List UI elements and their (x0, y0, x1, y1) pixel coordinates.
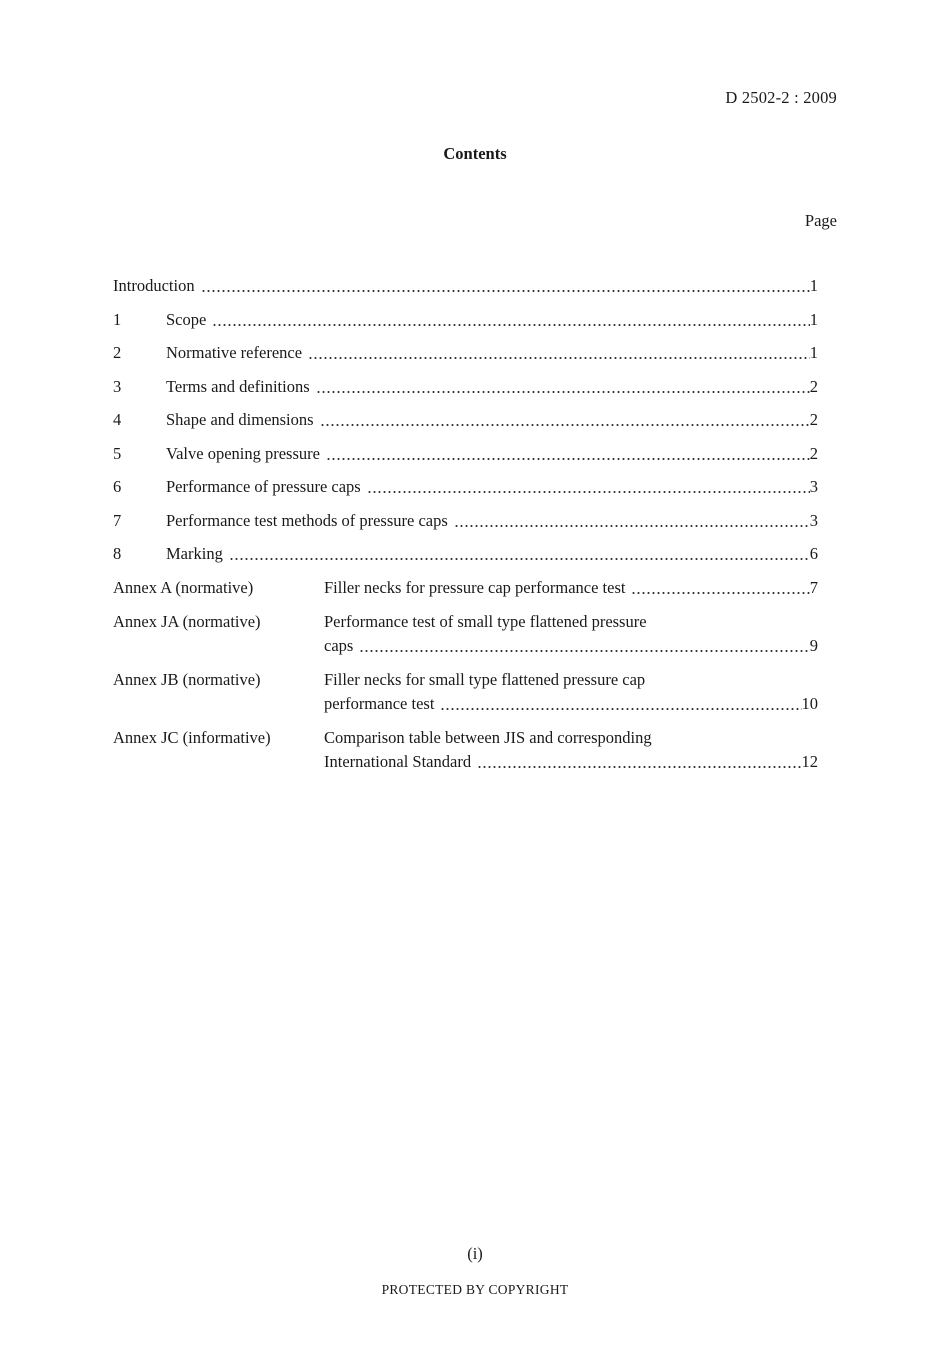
toc-entry-text-continued: caps (324, 636, 354, 655)
toc-page-number: 1 (809, 309, 818, 329)
toc-entry-text: Normative reference (166, 343, 303, 362)
toc-entry-clause-1[interactable] (113, 308, 818, 332)
toc-entry-text: Marking (166, 544, 223, 563)
toc-entry-text: Filler necks for small type flattened pressure cap (324, 670, 646, 689)
clause-number: 2 (113, 343, 122, 362)
annex-label: Annex JC (informative) (113, 728, 271, 747)
dot-leader (359, 634, 809, 658)
dot-leader (326, 442, 810, 466)
toc-clauses (113, 274, 818, 566)
annex-label: Annex A (normative) (113, 578, 254, 597)
toc-entry-annex-ja[interactable] (113, 610, 818, 658)
dot-leader (201, 274, 810, 298)
toc-entry-clause-8[interactable] (113, 542, 818, 566)
toc-page-number: 9 (809, 636, 818, 655)
toc-entry-text-continued: performance test (324, 694, 435, 713)
toc-entry-text-continued: International Standard (324, 752, 472, 771)
page-column-heading: Page (804, 211, 837, 230)
toc-entry-text: Introduction (113, 276, 195, 295)
toc-entry-text: Performance of pressure caps (166, 477, 361, 496)
annex-label: Annex JA (normative) (113, 612, 261, 631)
toc-entry-text: Comparison table between JIS and corresponding (324, 728, 652, 747)
toc-entry-text: Terms and definitions (166, 376, 310, 396)
clause-number: 8 (113, 544, 122, 563)
annex-label: Annex JB (normative) (113, 670, 261, 689)
dot-leader (212, 308, 809, 332)
dot-leader (229, 542, 810, 566)
dot-leader (367, 475, 810, 499)
toc-entry-clause-4[interactable] (113, 408, 818, 432)
document-id: D 2502-2 : 2009 (725, 88, 837, 107)
toc-entry-text: Scope (166, 309, 207, 329)
toc-page-number: 6 (809, 544, 818, 563)
dot-leader (631, 576, 809, 600)
toc-page-number: 10 (801, 694, 818, 713)
toc-entry-clause-7[interactable] (113, 509, 818, 533)
toc-entry-annex-jc[interactable] (113, 726, 818, 774)
toc-entry-introduction[interactable] (113, 274, 818, 298)
toc-entry-clause-2[interactable] (113, 341, 818, 365)
toc-annexes (113, 576, 818, 774)
toc-entry-text: Shape and dimensions (166, 410, 314, 429)
toc-page-number: 1 (809, 276, 818, 295)
clause-number: 5 (113, 443, 122, 463)
clause-number: 7 (113, 510, 122, 530)
dot-leader (308, 341, 810, 365)
toc-page-number: 3 (809, 510, 818, 530)
clause-number: 4 (113, 410, 122, 429)
toc-entry-clause-3[interactable] (113, 375, 818, 399)
toc-page-number: 12 (801, 752, 818, 771)
dot-leader (454, 509, 810, 533)
dot-leader (316, 375, 810, 399)
toc-entry-text: Valve opening pressure (166, 443, 320, 463)
clause-number: 1 (113, 309, 122, 329)
toc-entry-clause-5[interactable] (113, 442, 818, 466)
clause-number: 6 (113, 477, 122, 496)
toc-page-number: 2 (809, 376, 818, 396)
copyright-notice: PROTECTED BY COPYRIGHT (381, 1282, 569, 1297)
toc-page-number: 7 (809, 578, 818, 597)
footer-page-number: (i) (467, 1244, 483, 1263)
dot-leader (440, 692, 801, 716)
page-title: Contents (443, 144, 507, 163)
dot-leader (320, 408, 810, 432)
toc-page-number: 2 (809, 443, 818, 463)
toc-page-number: 1 (809, 343, 818, 362)
toc-entry-text: Performance test of small type flattened pressure (324, 612, 647, 631)
toc-entry-annex-a[interactable] (113, 576, 818, 600)
toc-page-number: 3 (809, 477, 818, 496)
toc-entry-text: Filler necks for pressure cap performance test (324, 578, 626, 597)
toc-entry-clause-6[interactable] (113, 475, 818, 499)
clause-number: 3 (113, 376, 122, 396)
toc-entry-text: Performance test methods of pressure caps (166, 510, 448, 530)
dot-leader (477, 750, 801, 774)
toc-page-number: 2 (809, 410, 818, 429)
toc-entry-annex-jb[interactable] (113, 668, 818, 716)
